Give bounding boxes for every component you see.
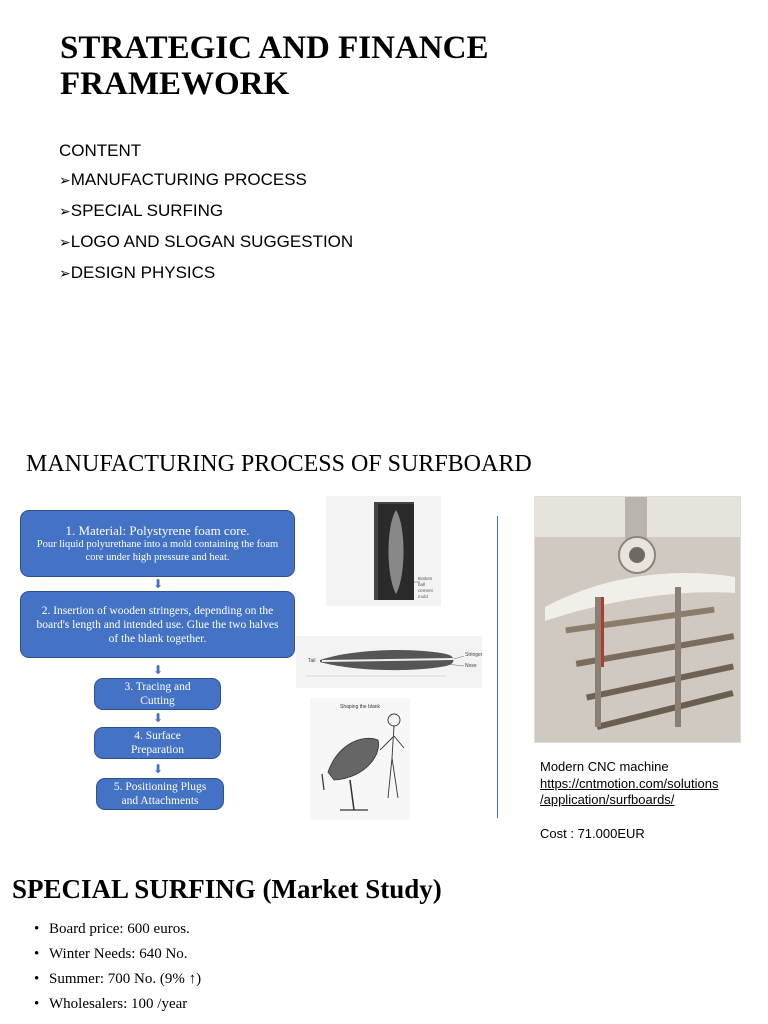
list-item: [34, 917, 201, 942]
list-item-text: Board price: 600 euros.: [49, 921, 190, 937]
nose-label: Nose: [465, 663, 477, 669]
shaping-illustration: [310, 698, 410, 820]
step-3-text: 3. Tracing and Cutting: [124, 681, 191, 707]
toc-item-label: LOGO AND SLOGAN SUGGESTION: [70, 232, 354, 251]
toc-item-design-physics: [59, 258, 353, 289]
shaping-drawing: [310, 698, 410, 820]
special-surfing-title: SPECIAL SURFING (Market Study): [12, 874, 442, 904]
step-1-text: Pour liquid polyurethane into a mold containing the foam core under high pressure and heat.: [36, 539, 279, 563]
list-item: [34, 967, 201, 992]
list-item-text: Wholesalers: 100 /year: [49, 996, 188, 1012]
list-item: [34, 992, 201, 1017]
toc-item-manufacturing: [59, 165, 353, 196]
table-of-contents: [59, 136, 353, 289]
process-step-4: [94, 727, 221, 759]
arrow-down-icon: ⬇: [152, 663, 164, 677]
market-study-list: [34, 917, 201, 1017]
step-5-text: 5. Positioning Plugs and Attachments: [113, 781, 207, 807]
mold-illustration: [326, 496, 441, 606]
toc-item-special-surfing: [59, 196, 353, 227]
tail-label: Tail: [308, 658, 316, 664]
list-item-text: Winter Needs: 640 No.: [49, 946, 188, 962]
step-1-title: 1. Material: Polystyrene foam core.: [65, 523, 250, 538]
cnc-link-line2[interactable]: /application/surfboards/: [540, 792, 675, 807]
cnc-machine-drawing: [535, 497, 740, 742]
list-item: [34, 942, 201, 967]
arrow-down-icon: ⬇: [152, 711, 164, 725]
cnc-link[interactable]: [540, 776, 718, 808]
stringer-illustration: [296, 636, 482, 688]
toc-heading: CONTENT: [59, 141, 142, 160]
toc-item-label: SPECIAL SURFING: [70, 201, 224, 220]
process-step-2: [20, 591, 295, 658]
process-step-3: [94, 678, 221, 710]
arrow-down-icon: ⬇: [152, 762, 164, 776]
cnc-machine-photo: [534, 496, 741, 743]
toc-item-label: MANUFACTURING PROCESS: [70, 170, 307, 189]
page-title: STRATEGIC AND FINANCE FRAMEWORK: [60, 30, 489, 102]
section-divider: [497, 516, 498, 818]
manufacturing-title: MANUFACTURING PROCESS OF SURFBOARD: [26, 451, 532, 477]
list-item-text: Summer: 700 No. (9% ↑): [49, 971, 202, 987]
cnc-caption: Modern CNC machine: [540, 759, 669, 774]
shaping-label: Shaping the blank: [340, 704, 381, 710]
stringer-label: Stringer: [465, 652, 483, 658]
mold-label: Bottom ball cement mold: [418, 576, 433, 599]
process-step-5: [96, 778, 224, 810]
toc-item-logo-slogan: [59, 227, 353, 258]
cnc-link-line1[interactable]: https://cntmotion.com/solutions: [540, 776, 719, 791]
step-2-text: 2. Insertion of wooden stringers, depending on the board's length and intended use. Glue the two halves of the blank together.: [36, 604, 279, 645]
cnc-cost: Cost : 71.000EUR: [540, 826, 645, 841]
arrow-down-icon: ⬇: [152, 577, 164, 591]
process-step-1: [20, 510, 295, 577]
toc-item-label: DESIGN PHYSICS: [70, 263, 216, 282]
step-4-text: 4. Surface Preparation: [130, 730, 184, 756]
stringer-drawing: [296, 636, 482, 688]
